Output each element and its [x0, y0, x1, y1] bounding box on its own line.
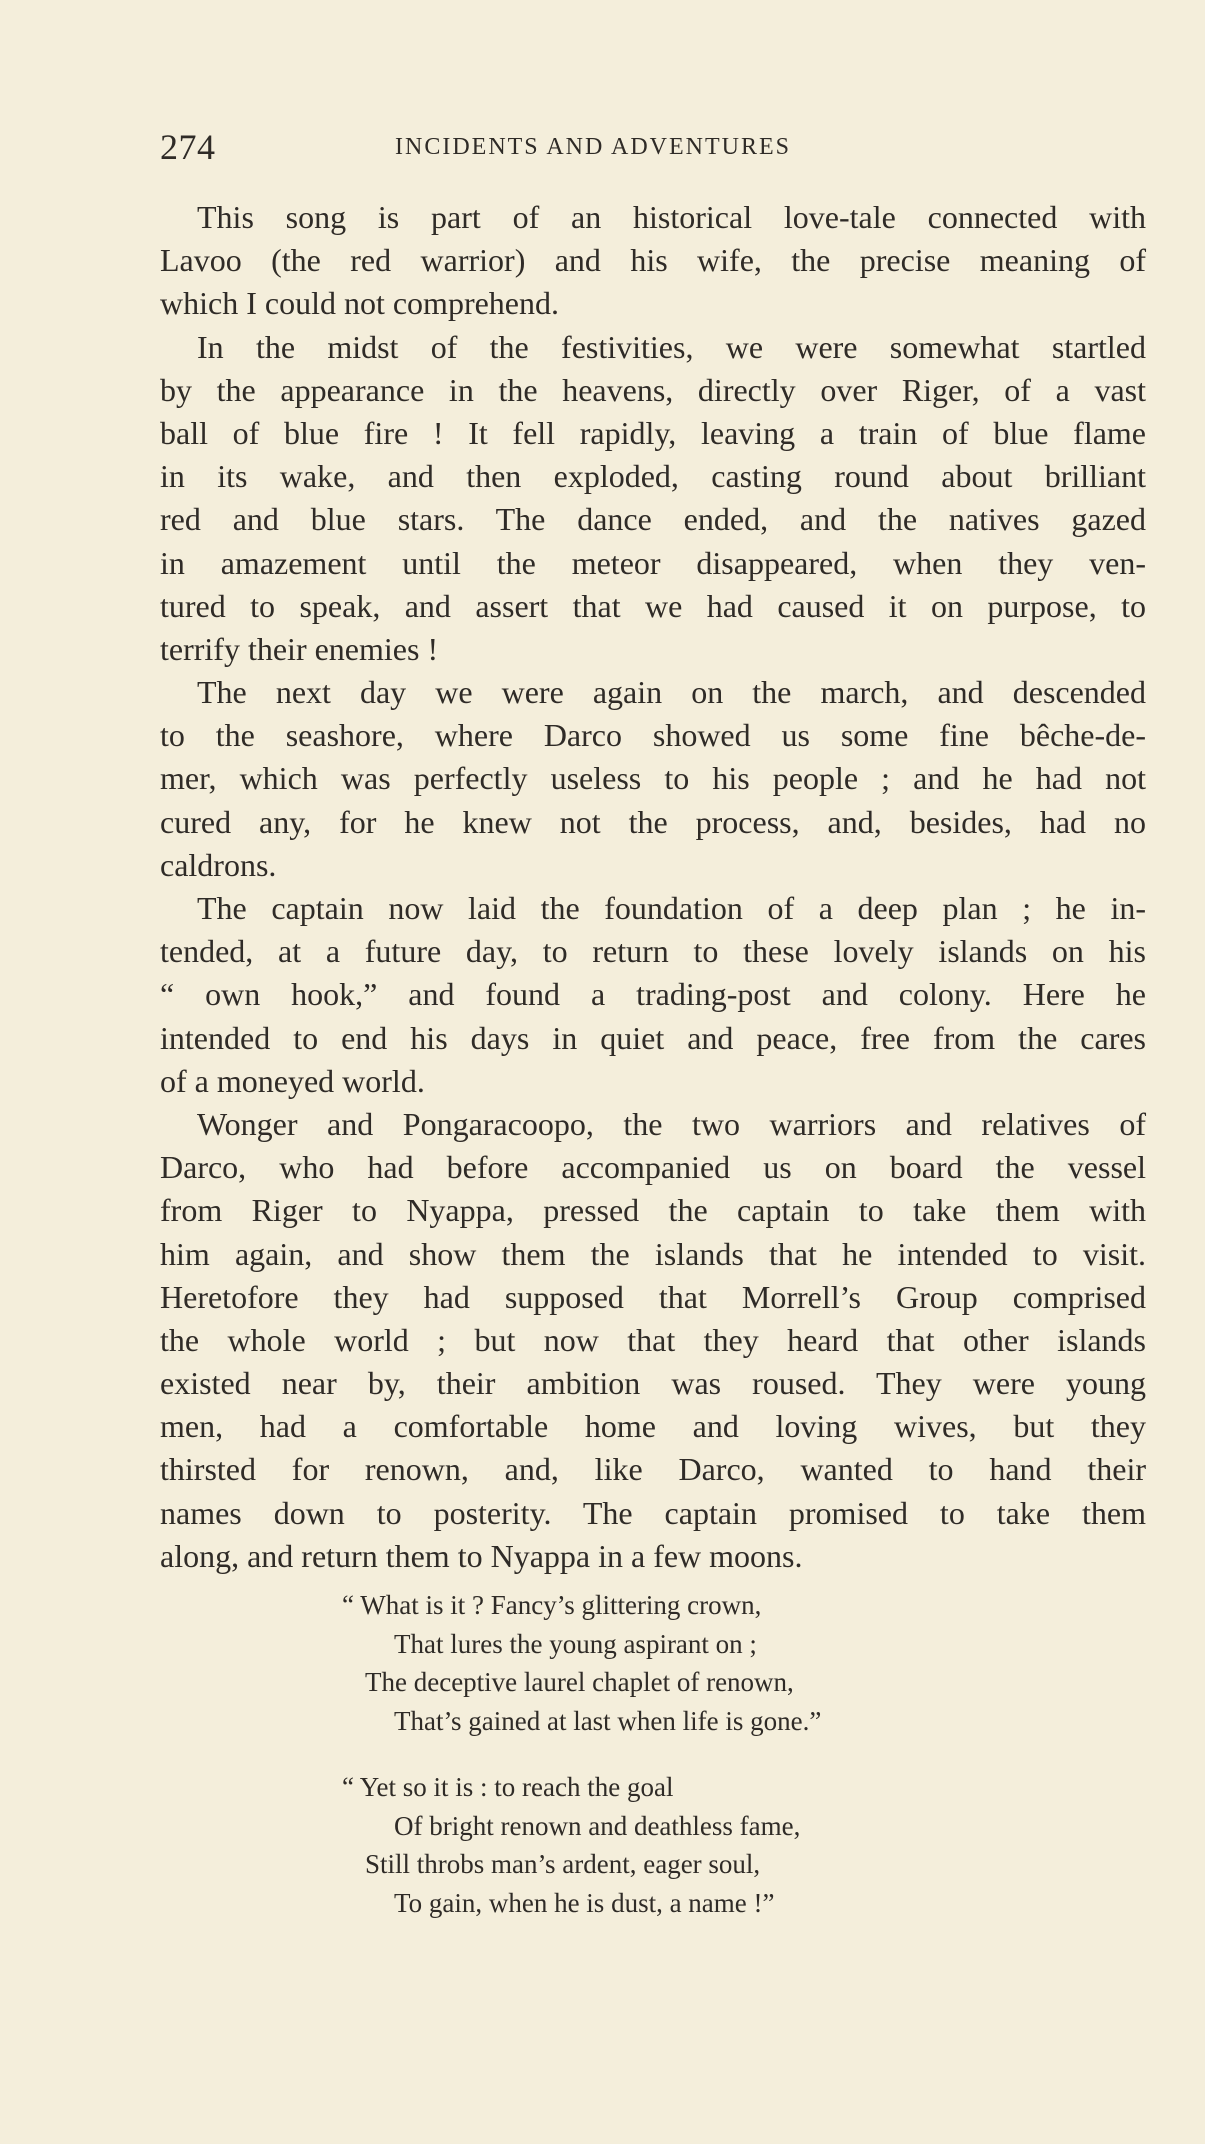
- line-wrapper: [160, 1146, 1146, 1189]
- text-line: tended, at a future day, to return to these lovely islands on his: [160, 933, 1146, 970]
- running-head: INCIDENTS AND ADVENTURES: [395, 134, 791, 160]
- line-wrapper: [160, 196, 1146, 239]
- text-line: terrify their enemies !: [160, 630, 439, 667]
- paragraph: [160, 1103, 1146, 1578]
- line-wrapper: [160, 455, 1146, 498]
- text-line: ball of blue fire ! It fell rapidly, leaving a train of blue flame: [160, 414, 1146, 451]
- text-line: men, had a comfortable home and loving wives, but they: [160, 1408, 1146, 1445]
- poem: [0, 1586, 1205, 1950]
- text-line: Darco, who had before accompanied us on board the vessel: [160, 1149, 1146, 1186]
- line-wrapper: [160, 1319, 1146, 1362]
- text-line: which I could not comprehend.: [160, 285, 559, 322]
- line-wrapper: [160, 239, 1146, 282]
- line-wrapper: [160, 1405, 1146, 1448]
- line-wrapper: [160, 1189, 1146, 1232]
- text-line: Wonger and Pongaracoopo, the two warriors and relatives of: [197, 1105, 1146, 1142]
- stanza: [0, 1586, 1205, 1740]
- page-number: 274: [160, 127, 216, 167]
- line-wrapper: [160, 887, 1146, 930]
- line-wrapper: [160, 628, 1146, 671]
- poem-line: The deceptive laurel chaplet of renown,: [365, 1667, 794, 1697]
- line-wrapper: [160, 1276, 1146, 1319]
- text-line: of a moneyed world.: [160, 1062, 425, 1099]
- poem-line: “ Yet so it is : to reach the goal: [342, 1772, 674, 1802]
- text-line: in its wake, and then exploded, casting round about brilliant: [160, 458, 1146, 495]
- line-wrapper: [160, 930, 1146, 973]
- line-wrapper: [160, 1448, 1146, 1491]
- text-line: caldrons.: [160, 846, 277, 883]
- text-line: in amazement until the meteor disappeared, when they ven-: [160, 544, 1146, 581]
- text-line: along, and return them to Nyappa in a few moons.: [160, 1537, 803, 1574]
- poem-line: Of bright renown and deathless fame,: [394, 1810, 801, 1841]
- line-wrapper: [160, 326, 1146, 369]
- poem-line: “ What is it ? Fancy’s glittering crown,: [342, 1590, 762, 1620]
- text-line: The next day we were again on the march, and descended: [197, 674, 1146, 711]
- line-wrapper: [160, 1233, 1146, 1276]
- poem-line: That lures the young aspirant on ;: [394, 1628, 757, 1659]
- body-text: [160, 196, 1146, 1578]
- poem-line: To gain, when he is dust, a name !”: [394, 1887, 775, 1918]
- line-wrapper: [160, 714, 1146, 757]
- line-wrapper: [160, 801, 1146, 844]
- line-wrapper: [160, 1362, 1146, 1405]
- text-line: mer, which was perfectly useless to his people ; and he had not: [160, 760, 1146, 797]
- text-line: by the appearance in the heavens, directly over Riger, of a vast: [160, 371, 1146, 408]
- line-wrapper: [160, 1535, 1146, 1578]
- poem-line: That’s gained at last when life is gone.”: [394, 1705, 822, 1736]
- line-wrapper: [160, 757, 1146, 800]
- line-wrapper: [160, 498, 1146, 541]
- text-line: thirsted for renown, and, like Darco, wanted to hand their: [160, 1451, 1146, 1488]
- paragraph: [160, 196, 1146, 326]
- text-line: tured to speak, and assert that we had caused it on purpose, to: [160, 587, 1146, 624]
- text-line: red and blue stars. The dance ended, and the natives gazed: [160, 501, 1146, 538]
- line-wrapper: [160, 1060, 1146, 1103]
- line-wrapper: [160, 973, 1146, 1016]
- text-line: existed near by, their ambition was roused. They were young: [160, 1365, 1146, 1402]
- line-wrapper: [160, 1017, 1146, 1060]
- line-wrapper: [160, 1492, 1146, 1535]
- line-wrapper: [160, 412, 1146, 455]
- text-line: Heretofore they had supposed that Morrell’s Group comprised: [160, 1278, 1146, 1315]
- text-line: In the midst of the festivities, we were somewhat startled: [197, 328, 1146, 365]
- text-line: the whole world ; but now that they heard that other islands: [160, 1321, 1146, 1358]
- stanza: [0, 1768, 1205, 1922]
- line-wrapper: [160, 282, 1146, 325]
- text-line: The captain now laid the foundation of a deep plan ; he in-: [197, 890, 1146, 926]
- text-line: Lavoo (the red warrior) and his wife, the precise meaning of: [160, 242, 1146, 279]
- text-line: “ own hook,” and found a trading-post and colony. Here he: [160, 976, 1146, 1013]
- line-wrapper: [160, 671, 1146, 714]
- poem-line: Still throbs man’s ardent, eager soul,: [365, 1849, 761, 1879]
- text-line: to the seashore, where Darco showed us some fine bêche-de-: [160, 717, 1146, 754]
- text-line: intended to end his days in quiet and peace, free from the cares: [160, 1019, 1146, 1056]
- paragraph: [160, 887, 1146, 1103]
- text-line: names down to posterity. The captain promised to take them: [160, 1494, 1146, 1531]
- line-wrapper: [160, 369, 1146, 412]
- line-wrapper: [160, 1103, 1146, 1146]
- text-line: him again, and show them the islands that he intended to visit.: [160, 1235, 1146, 1272]
- text-line: from Riger to Nyappa, pressed the captain to take them with: [160, 1192, 1146, 1229]
- line-wrapper: [160, 585, 1146, 628]
- line-wrapper: [160, 542, 1146, 585]
- text-line: This song is part of an historical love-tale connected with: [197, 199, 1146, 235]
- paragraph: [160, 671, 1146, 887]
- text-line: cured any, for he knew not the process, and, besides, had no: [160, 803, 1146, 840]
- paragraph: [160, 326, 1146, 672]
- line-wrapper: [160, 844, 1146, 887]
